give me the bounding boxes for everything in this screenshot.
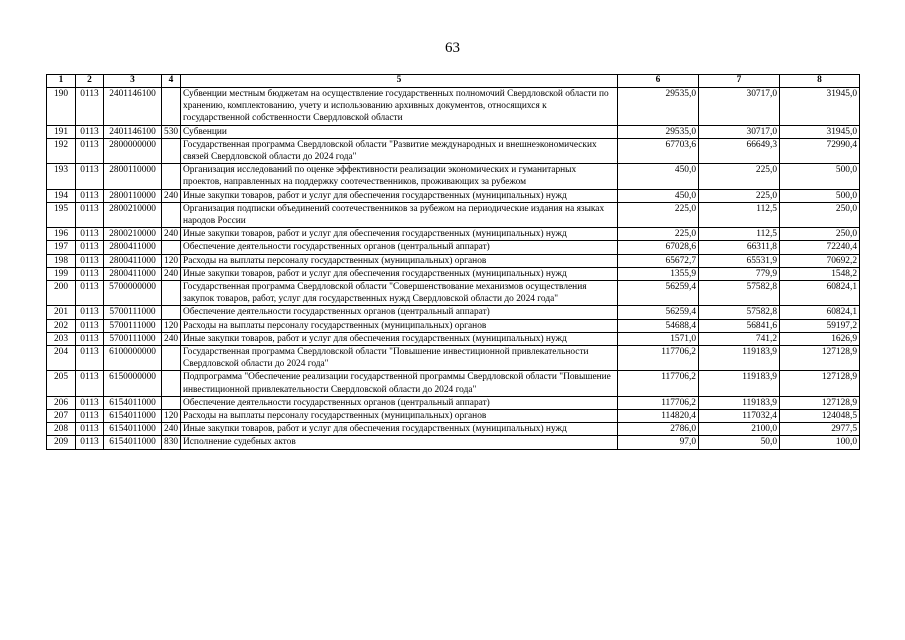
amount-2024-cell: 72990,4	[780, 138, 860, 163]
amount-2023-cell: 66311,8	[699, 241, 780, 254]
item-name-cell: Иные закупки товаров, работ и услуг для обеспечения государственных (муниципальных) нужд	[181, 189, 618, 202]
section-code-cell: 0113	[76, 319, 104, 332]
amount-2022-cell: 56259,4	[618, 281, 699, 306]
item-name-cell: Государственная программа Свердловской области "Повышение инвестиционной привлекательности Свердловской области до 2024 года"	[181, 346, 618, 371]
row-number-cell: 194	[47, 189, 76, 202]
item-name-cell: Иные закупки товаров, работ и услуг для обеспечения государственных (муниципальных) нужд	[181, 332, 618, 345]
amount-2024-cell: 127128,9	[780, 371, 860, 396]
target-article-cell: 2800210000	[104, 228, 162, 241]
amount-2023-cell: 30717,0	[699, 125, 780, 138]
section-code-cell: 0113	[76, 281, 104, 306]
row-number-cell: 197	[47, 241, 76, 254]
table-row	[47, 396, 860, 409]
table-row	[47, 267, 860, 280]
amount-2022-cell: 450,0	[618, 189, 699, 202]
table-row	[47, 164, 860, 189]
amount-2024-cell: 2977,5	[780, 423, 860, 436]
item-name-cell: Исполнение судебных актов	[181, 436, 618, 449]
table-row	[47, 88, 860, 126]
target-article-cell: 6154011000	[104, 436, 162, 449]
item-name-cell: Иные закупки товаров, работ и услуг для обеспечения государственных (муниципальных) нужд	[181, 423, 618, 436]
row-number-cell: 207	[47, 410, 76, 423]
target-article-cell: 2800411000	[104, 241, 162, 254]
table-row	[47, 138, 860, 163]
amount-2024-cell: 500,0	[780, 164, 860, 189]
amount-2024-cell: 250,0	[780, 228, 860, 241]
amount-2024-cell: 70692,2	[780, 254, 860, 267]
section-code-cell: 0113	[76, 396, 104, 409]
target-article-cell: 6154011000	[104, 423, 162, 436]
item-name-cell: Субвенции	[181, 125, 618, 138]
row-number-cell: 208	[47, 423, 76, 436]
expense-type-cell: 120	[162, 319, 181, 332]
amount-2024-cell: 127128,9	[780, 396, 860, 409]
table-row	[47, 254, 860, 267]
amount-2023-cell: 2100,0	[699, 423, 780, 436]
amount-2022-cell: 65672,7	[618, 254, 699, 267]
amount-2022-cell: 1355,9	[618, 267, 699, 280]
amount-2022-cell: 114820,4	[618, 410, 699, 423]
item-name-cell: Государственная программа Свердловской области "Развитие международных и внешнеэкономических связей Свердловской области до 2024 года"	[181, 138, 618, 163]
item-name-cell: Обеспечение деятельности государственных органов (центральный аппарат)	[181, 306, 618, 319]
amount-2024-cell: 1626,9	[780, 332, 860, 345]
amount-2024-cell: 250,0	[780, 202, 860, 227]
table-row	[47, 281, 860, 306]
column-header: 6	[618, 75, 699, 88]
amount-2023-cell: 66649,3	[699, 138, 780, 163]
amount-2024-cell: 31945,0	[780, 125, 860, 138]
section-code-cell: 0113	[76, 241, 104, 254]
row-number-cell: 193	[47, 164, 76, 189]
amount-2023-cell: 779,9	[699, 267, 780, 280]
table-row	[47, 423, 860, 436]
amount-2024-cell: 100,0	[780, 436, 860, 449]
section-code-cell: 0113	[76, 436, 104, 449]
item-name-cell: Подпрограмма "Обеспечение реализации государственной программы Свердловской области "Повышение инвестиционной привлекательности Свердловской области до 2024 года"	[181, 371, 618, 396]
amount-2023-cell: 225,0	[699, 164, 780, 189]
amount-2024-cell: 31945,0	[780, 88, 860, 126]
expense-type-cell	[162, 306, 181, 319]
amount-2023-cell: 57582,8	[699, 306, 780, 319]
row-number-cell: 202	[47, 319, 76, 332]
section-code-cell: 0113	[76, 332, 104, 345]
amount-2024-cell: 124048,5	[780, 410, 860, 423]
expense-type-cell: 120	[162, 410, 181, 423]
table-row	[47, 436, 860, 449]
target-article-cell: 5700111000	[104, 319, 162, 332]
amount-2022-cell: 225,0	[618, 228, 699, 241]
section-code-cell: 0113	[76, 138, 104, 163]
target-article-cell: 6150000000	[104, 371, 162, 396]
row-number-cell: 195	[47, 202, 76, 227]
target-article-cell: 2800110000	[104, 164, 162, 189]
item-name-cell: Организация подписки объединений соотечественников за рубежом на периодические издания на языках народов России	[181, 202, 618, 227]
amount-2022-cell: 225,0	[618, 202, 699, 227]
amount-2022-cell: 117706,2	[618, 396, 699, 409]
section-code-cell: 0113	[76, 228, 104, 241]
table-row	[47, 306, 860, 319]
amount-2022-cell: 67028,6	[618, 241, 699, 254]
amount-2023-cell: 57582,8	[699, 281, 780, 306]
target-article-cell: 2800411000	[104, 254, 162, 267]
expense-type-cell	[162, 396, 181, 409]
amount-2023-cell: 65531,9	[699, 254, 780, 267]
item-name-cell: Обеспечение деятельности государственных органов (центральный аппарат)	[181, 241, 618, 254]
target-article-cell: 2401146100	[104, 88, 162, 126]
item-name-cell: Иные закупки товаров, работ и услуг для обеспечения государственных (муниципальных) нужд	[181, 267, 618, 280]
row-number-cell: 198	[47, 254, 76, 267]
amount-2024-cell: 1548,2	[780, 267, 860, 280]
column-header: 1	[47, 75, 76, 88]
table-row	[47, 202, 860, 227]
row-number-cell: 200	[47, 281, 76, 306]
row-number-cell: 196	[47, 228, 76, 241]
amount-2023-cell: 50,0	[699, 436, 780, 449]
table-row	[47, 319, 860, 332]
section-code-cell: 0113	[76, 410, 104, 423]
amount-2024-cell: 60824,1	[780, 281, 860, 306]
item-name-cell: Субвенции местным бюджетам на осуществление государственных полномочий Свердловской области по хранению, комплектованию, учету и использованию архивных документов, относящихся к государственной собственности Свердловской области	[181, 88, 618, 126]
row-number-cell: 203	[47, 332, 76, 345]
item-name-cell: Расходы на выплаты персоналу государственных (муниципальных) органов	[181, 410, 618, 423]
section-code-cell: 0113	[76, 254, 104, 267]
target-article-cell: 2800000000	[104, 138, 162, 163]
amount-2022-cell: 97,0	[618, 436, 699, 449]
target-article-cell: 2800110000	[104, 189, 162, 202]
target-article-cell: 6154011000	[104, 410, 162, 423]
page-number: 63	[445, 40, 460, 56]
amount-2024-cell: 72240,4	[780, 241, 860, 254]
item-name-cell: Обеспечение деятельности государственных органов (центральный аппарат)	[181, 396, 618, 409]
target-article-cell: 2401146100	[104, 125, 162, 138]
amount-2022-cell: 1571,0	[618, 332, 699, 345]
amount-2024-cell: 127128,9	[780, 346, 860, 371]
section-code-cell: 0113	[76, 306, 104, 319]
amount-2022-cell: 29535,0	[618, 125, 699, 138]
item-name-cell: Государственная программа Свердловской области "Совершенствование механизмов осуществления закупок товаров, работ, услуг для государственных нужд Свердловской области до 2024 года"	[181, 281, 618, 306]
amount-2022-cell: 54688,4	[618, 319, 699, 332]
expense-type-cell: 240	[162, 423, 181, 436]
expense-type-cell: 240	[162, 228, 181, 241]
expense-type-cell: 240	[162, 267, 181, 280]
table-row	[47, 189, 860, 202]
expense-type-cell: 240	[162, 332, 181, 345]
section-code-cell: 0113	[76, 371, 104, 396]
table-row	[47, 346, 860, 371]
column-header: 5	[181, 75, 618, 88]
section-code-cell: 0113	[76, 346, 104, 371]
expense-type-cell	[162, 138, 181, 163]
column-header: 2	[76, 75, 104, 88]
expense-type-cell	[162, 241, 181, 254]
section-code-cell: 0113	[76, 189, 104, 202]
row-number-cell: 191	[47, 125, 76, 138]
row-number-cell: 206	[47, 396, 76, 409]
table-header-row	[47, 75, 860, 88]
column-header: 8	[780, 75, 860, 88]
row-number-cell: 192	[47, 138, 76, 163]
table-row	[47, 332, 860, 345]
amount-2022-cell: 56259,4	[618, 306, 699, 319]
target-article-cell: 5700111000	[104, 332, 162, 345]
amount-2023-cell: 119183,9	[699, 371, 780, 396]
expense-type-cell: 240	[162, 189, 181, 202]
amount-2024-cell: 59197,2	[780, 319, 860, 332]
budget-table	[46, 74, 860, 450]
amount-2023-cell: 119183,9	[699, 346, 780, 371]
table-row	[47, 371, 860, 396]
expense-type-cell	[162, 371, 181, 396]
expense-type-cell	[162, 281, 181, 306]
amount-2022-cell: 117706,2	[618, 346, 699, 371]
expense-type-cell	[162, 164, 181, 189]
row-number-cell: 190	[47, 88, 76, 126]
section-code-cell: 0113	[76, 88, 104, 126]
target-article-cell: 6154011000	[104, 396, 162, 409]
amount-2024-cell: 500,0	[780, 189, 860, 202]
expense-type-cell	[162, 346, 181, 371]
target-article-cell: 2800210000	[104, 202, 162, 227]
target-article-cell: 5700111000	[104, 306, 162, 319]
table-row	[47, 410, 860, 423]
column-header: 7	[699, 75, 780, 88]
item-name-cell: Иные закупки товаров, работ и услуг для обеспечения государственных (муниципальных) нужд	[181, 228, 618, 241]
row-number-cell: 209	[47, 436, 76, 449]
amount-2023-cell: 112,5	[699, 228, 780, 241]
expense-type-cell: 830	[162, 436, 181, 449]
amount-2023-cell: 112,5	[699, 202, 780, 227]
item-name-cell: Расходы на выплаты персоналу государственных (муниципальных) органов	[181, 319, 618, 332]
amount-2022-cell: 450,0	[618, 164, 699, 189]
amount-2023-cell: 119183,9	[699, 396, 780, 409]
amount-2022-cell: 67703,6	[618, 138, 699, 163]
amount-2023-cell: 117032,4	[699, 410, 780, 423]
amount-2022-cell: 117706,2	[618, 371, 699, 396]
amount-2023-cell: 56841,6	[699, 319, 780, 332]
expense-type-cell: 120	[162, 254, 181, 267]
target-article-cell: 2800411000	[104, 267, 162, 280]
amount-2023-cell: 30717,0	[699, 88, 780, 126]
row-number-cell: 199	[47, 267, 76, 280]
section-code-cell: 0113	[76, 267, 104, 280]
section-code-cell: 0113	[76, 423, 104, 436]
amount-2024-cell: 60824,1	[780, 306, 860, 319]
row-number-cell: 201	[47, 306, 76, 319]
item-name-cell: Организация исследований по оценке эффективности реализации экономических и гуманитарных проектов, направленных на поддержку соотечественников, проживающих за рубежом	[181, 164, 618, 189]
target-article-cell: 6100000000	[104, 346, 162, 371]
section-code-cell: 0113	[76, 125, 104, 138]
amount-2022-cell: 2786,0	[618, 423, 699, 436]
amount-2022-cell: 29535,0	[618, 88, 699, 126]
table-row	[47, 125, 860, 138]
target-article-cell: 5700000000	[104, 281, 162, 306]
column-header: 3	[104, 75, 162, 88]
table-row	[47, 241, 860, 254]
column-header: 4	[162, 75, 181, 88]
expense-type-cell	[162, 202, 181, 227]
section-code-cell: 0113	[76, 202, 104, 227]
section-code-cell: 0113	[76, 164, 104, 189]
amount-2023-cell: 225,0	[699, 189, 780, 202]
amount-2023-cell: 741,2	[699, 332, 780, 345]
expense-type-cell	[162, 88, 181, 126]
expense-type-cell: 530	[162, 125, 181, 138]
row-number-cell: 205	[47, 371, 76, 396]
table-row	[47, 228, 860, 241]
row-number-cell: 204	[47, 346, 76, 371]
item-name-cell: Расходы на выплаты персоналу государственных (муниципальных) органов	[181, 254, 618, 267]
